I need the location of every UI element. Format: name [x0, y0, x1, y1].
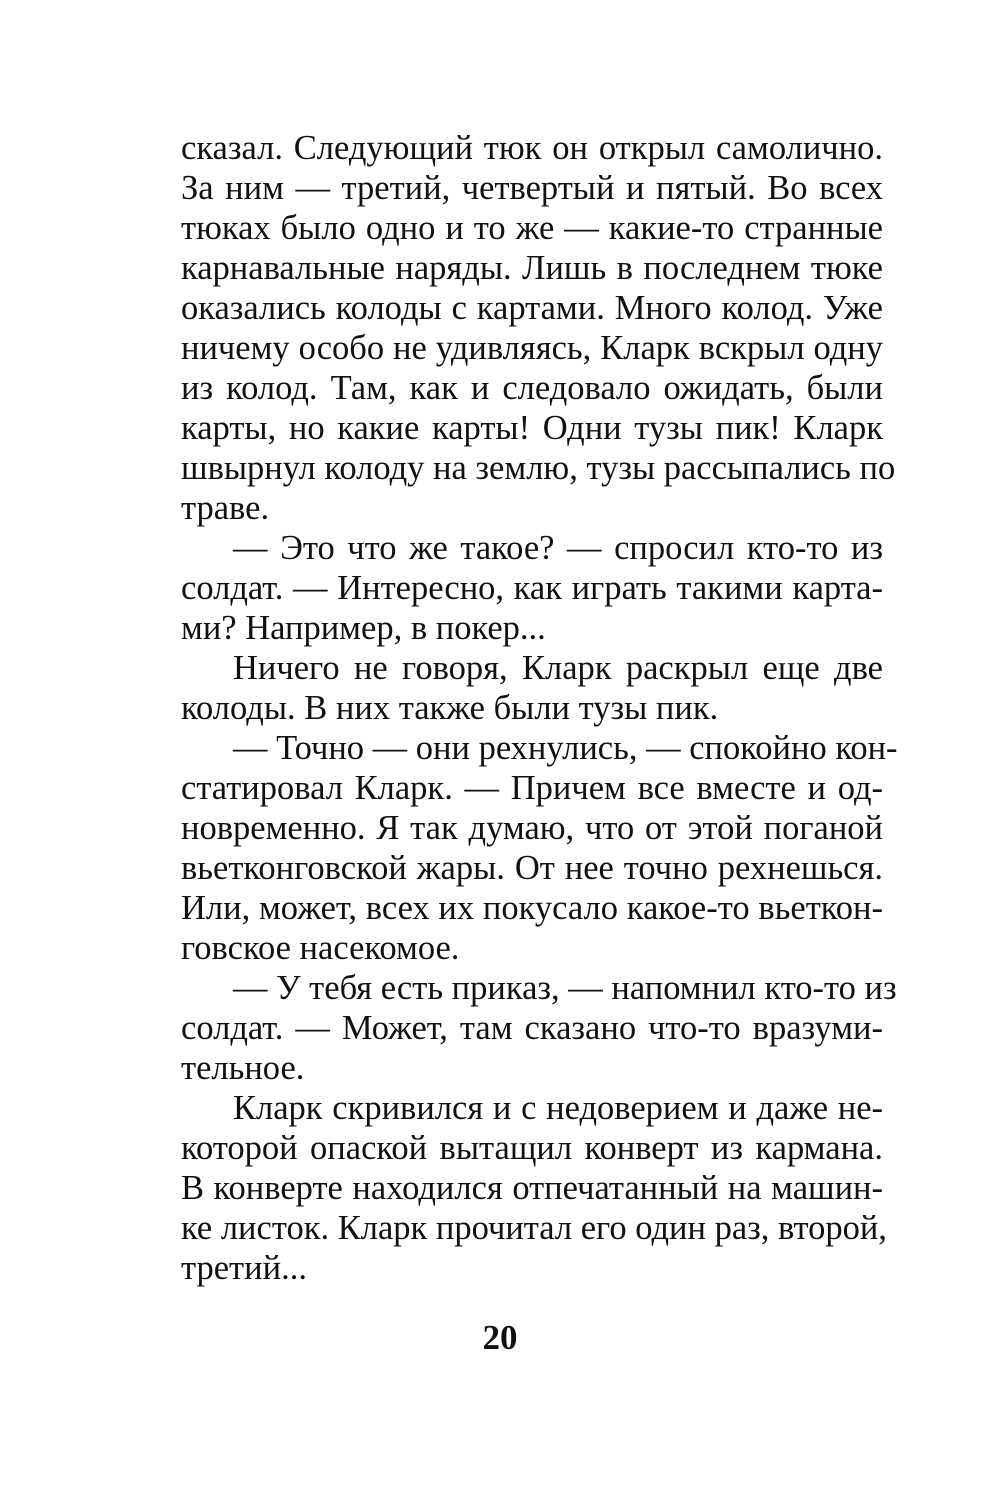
page-number: 20 [482, 1318, 518, 1357]
text-line: тельное. [181, 1049, 305, 1087]
text-line: колоды. В них также были тузы пик. [181, 689, 719, 727]
text-line: За ним — третий, четвертый и пятый. Во всех [181, 169, 883, 207]
text-line: ке листок. Кларк прочитал его один раз, второй, [181, 1209, 887, 1247]
text-line: — Точно — они рехнулись, — спокойно кон- [233, 729, 898, 767]
text-line: статировал Кларк. — Причем все вместе и од- [181, 769, 883, 807]
text-line: ми? Например, в покер... [181, 609, 546, 647]
text-line: третий... [181, 1249, 307, 1287]
text-line: Или, может, всех их покусало какое-то вьеткон- [181, 889, 883, 927]
text-line: — У тебя есть приказ, — напомнил кто-то из [233, 969, 897, 1007]
text-line: тюках было одно и то же — какие-то странные [181, 209, 883, 247]
text-line: солдат. — Интересно, как играть такими карта- [181, 569, 883, 607]
text-line: швырнул колоду на землю, тузы рассыпались по [181, 449, 896, 487]
text-line: оказались колоды с картами. Много колод. Уже [181, 289, 883, 327]
text-line: из колод. Там, как и следовало ожидать, были [181, 369, 883, 407]
text-line: ничему особо не удивляясь, Кларк вскрыл одну [181, 329, 883, 367]
text-line: карты, но какие карты! Одни тузы пик! Кларк [181, 409, 883, 447]
text-line: новременно. Я так думаю, что от этой поганой [181, 809, 883, 847]
body-text [181, 128, 898, 1288]
text-line: которой опаской вытащил конверт из кармана. [181, 1129, 883, 1167]
text-line: вьетконговской жары. От нее точно рехнешься. [181, 849, 883, 887]
text-line: карнавальные наряды. Лишь в последнем тюке [181, 249, 883, 287]
text-line: — Это что же такое? — спросил кто-то из [233, 529, 883, 567]
text-line: В конверте находился отпечатанный на машин- [181, 1169, 883, 1207]
text-line: траве. [181, 489, 270, 527]
text-line: говское насекомое. [181, 929, 460, 967]
text-line: сказал. Следующий тюк он открыл самолично. [181, 129, 883, 167]
text-line: Ничего не говоря, Кларк раскрыл еще две [233, 649, 883, 687]
text-line: Кларк скривился и с недоверием и даже не- [233, 1089, 883, 1127]
text-line: солдат. — Может, там сказано что-то вразуми- [181, 1009, 883, 1047]
